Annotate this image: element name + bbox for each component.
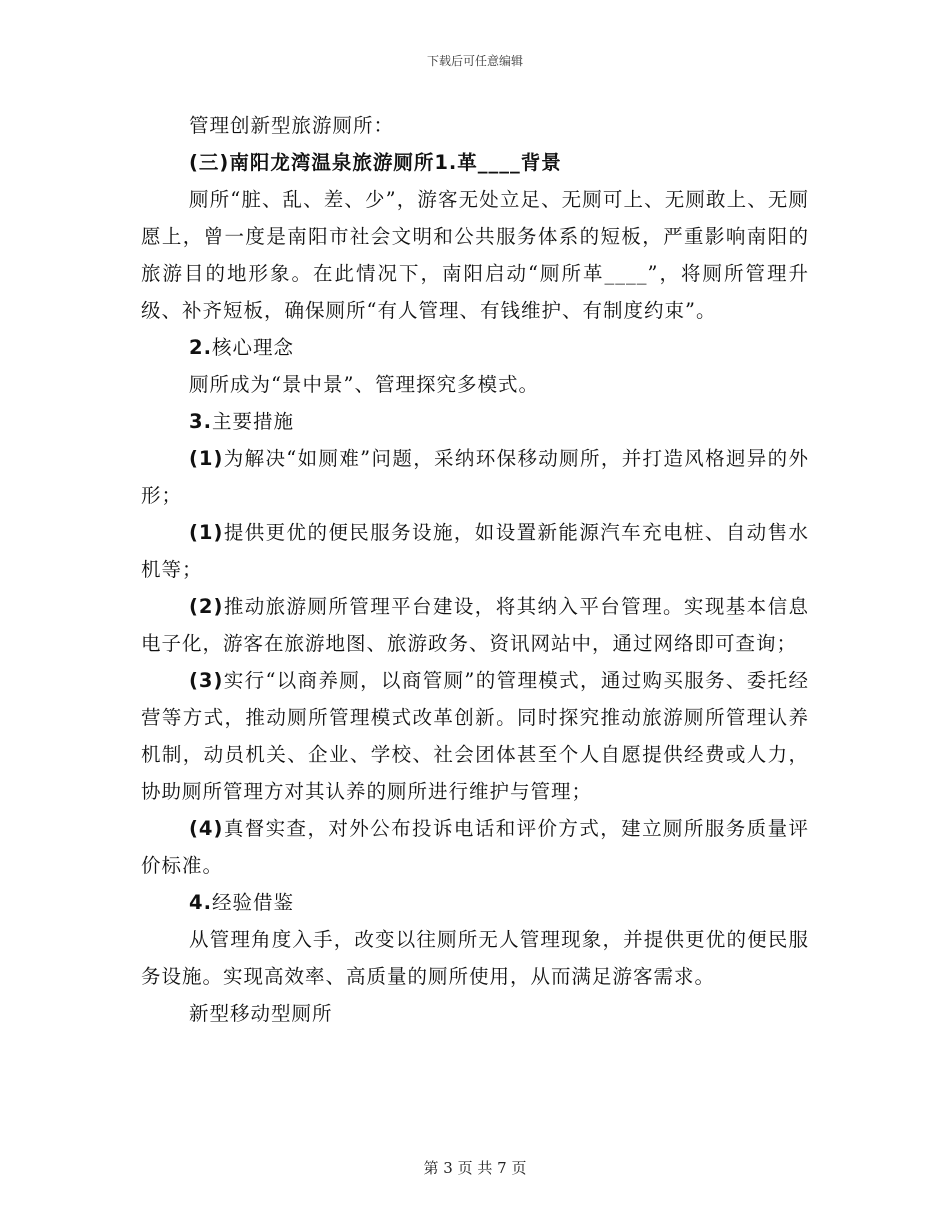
measure-text: 真督实查，对外公布投诉电话和评价方式，建立厕所服务质量评价标准。	[141, 817, 809, 877]
measure-item-1b	[141, 514, 809, 588]
paragraph-mobile-toilet: 新型移动型厕所	[189, 1002, 333, 1025]
measure-text: 提供更优的便民服务设施，如设置新能源汽车充电桩、自动售水机等；	[141, 521, 809, 581]
paragraph-core-concept: 厕所成为“景中景”、管理探究多模式。	[189, 373, 539, 396]
measure-item-4	[141, 810, 809, 884]
heading-text: 核心理念	[211, 336, 294, 359]
measure-item-2	[141, 588, 809, 662]
heading-text: 主要措施	[211, 410, 294, 433]
measure-number: (4)	[189, 817, 224, 840]
document-body	[141, 107, 809, 1032]
paragraph-background: 厕所“脏、乱、差、少”，游客无处立足、无厕可上、无厕敢上、无厕愿上，曾一度是南阳市社会文明和公共服务体系的短板，严重影响南阳的旅游目的地形象。在此情况下，南阳启动“厕所革____”，将厕所管理升级、补齐短板，确保厕所“有人管理、有钱维护、有制度约束”。	[141, 188, 809, 322]
heading-core-concept	[141, 329, 809, 366]
paragraph-intro: 管理创新型旅游厕所：	[189, 114, 395, 137]
measure-number: (3)	[189, 669, 224, 692]
heading-number: 2.	[189, 336, 212, 359]
heading-main-measures	[141, 403, 809, 440]
measure-text: 推动旅游厕所管理平台建设，将其纳入平台管理。实现基本信息电子化，游客在旅游地图、旅游政务、资讯网站中，通过网络即可查询；	[141, 595, 809, 655]
measure-item-1	[141, 440, 809, 514]
measure-text: 实行“以商养厕，以商管厕”的管理模式，通过购买服务、委托经营等方式，推动厕所管理模式改革创新。同时探究推动旅游厕所管理认养机制，动员机关、企业、学校、社会团体甚至个人自愿提供经费或人力，协助厕所管理方对其认养的厕所进行维护与管理；	[141, 669, 809, 803]
paragraph-experience: 从管理角度入手，改变以往厕所无人管理现象，并提供更优的便民服务设施。实现高效率、高质量的厕所使用，从而满足游客需求。	[141, 928, 809, 988]
heading-text: 经验借鉴	[211, 891, 294, 914]
measure-number: (1)	[189, 447, 224, 470]
page-header: 下载后可任意编辑	[426, 54, 523, 68]
measure-number: (2)	[189, 595, 224, 618]
measure-item-3	[141, 662, 809, 810]
page-footer: 第 3 页 共 7 页	[423, 1159, 527, 1177]
measure-number: (1)	[189, 521, 224, 544]
heading-number: 3.	[189, 410, 212, 433]
heading-number: 4.	[189, 891, 212, 914]
measure-text: 为解决“如厕难”问题，采纳环保移动厕所，并打造风格迥异的外形；	[141, 447, 809, 507]
section-heading-nanyang: (三)南阳龙湾温泉旅游厕所1.革____背景	[189, 151, 562, 174]
heading-experience	[141, 884, 809, 921]
